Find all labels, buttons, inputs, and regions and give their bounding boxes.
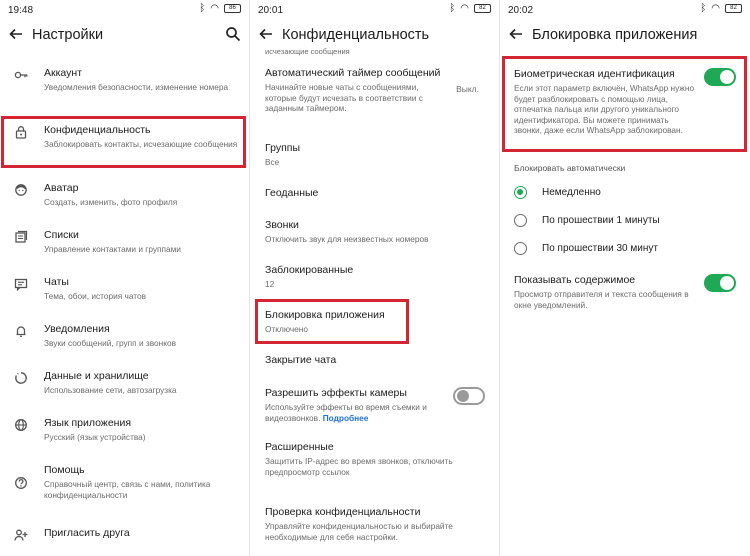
- item-subtitle: Управление контактами и группами: [44, 244, 181, 254]
- item-subtitle: Уведомления безопасности, изменение номера: [44, 82, 229, 92]
- item-title: Закрытие чата: [265, 354, 337, 366]
- settings-screen: [0, 0, 249, 556]
- bell-icon: [14, 324, 28, 338]
- item-title: Геоданные: [265, 187, 319, 199]
- wifi-icon: ◠: [711, 3, 720, 14]
- item-title: Уведомления: [44, 323, 110, 335]
- item-title: Группы: [265, 142, 300, 154]
- camera-effects-toggle[interactable]: [453, 387, 485, 405]
- bluetooth-icon: ᛒ: [700, 3, 707, 14]
- radio-30-minutes[interactable]: [514, 242, 527, 255]
- item-title: Автоматический таймер сообщений: [265, 67, 441, 79]
- advanced-item[interactable]: [250, 441, 499, 477]
- battery-icon: 82: [725, 4, 742, 13]
- settings-item-help[interactable]: [0, 464, 249, 500]
- chat-icon: [14, 277, 28, 291]
- show-content-toggle[interactable]: [704, 274, 736, 292]
- bluetooth-icon: ᛒ: [449, 3, 456, 14]
- back-arrow-icon[interactable]: [8, 26, 24, 42]
- battery-icon: 86: [224, 4, 241, 13]
- item-subtitle: Звуки сообщений, групп и звонков: [44, 338, 176, 348]
- item-subtitle: Просмотр отправителя и текста сообщения в окне уведомлений.: [514, 289, 689, 310]
- storage-icon: [14, 371, 28, 385]
- avatar-icon: [14, 183, 28, 197]
- back-arrow-icon[interactable]: [508, 26, 524, 42]
- item-subtitle: Создать, изменить, фото профиля: [44, 197, 178, 207]
- item-title: Проверка конфиденциальности: [265, 506, 421, 518]
- app-bar: [0, 22, 249, 50]
- settings-item-storage[interactable]: [0, 370, 249, 396]
- app-bar: [500, 22, 750, 50]
- status-bar: [500, 0, 750, 22]
- groups-item[interactable]: [250, 142, 499, 168]
- settings-item-lists[interactable]: [0, 229, 249, 255]
- wifi-icon: ◠: [210, 3, 219, 14]
- settings-item-notifications[interactable]: [0, 323, 249, 349]
- item-title: Данные и хранилище: [44, 370, 149, 382]
- item-subtitle: Тема, обои, история чатов: [44, 291, 147, 301]
- section-label: Блокировать автоматически: [514, 163, 626, 173]
- message-timer-item[interactable]: [250, 67, 499, 114]
- timer-value: Выкл.: [456, 84, 479, 94]
- back-arrow-icon[interactable]: [258, 26, 274, 42]
- page-title: Блокировка приложения: [532, 27, 698, 43]
- search-icon[interactable]: [225, 26, 241, 42]
- status-time: 20:02: [508, 5, 534, 16]
- settings-item-language[interactable]: [0, 417, 249, 443]
- highlight-box: [502, 56, 747, 152]
- item-title: Чаты: [44, 276, 69, 288]
- app-bar: [250, 22, 499, 50]
- item-title: Показывать содержимое: [514, 274, 636, 286]
- radio-label: По прошествии 30 минут: [542, 243, 658, 254]
- lists-icon: [14, 230, 28, 244]
- item-subtitle: Отключить звук для неизвестных номеров: [265, 234, 429, 244]
- item-subtitle: Использование сети, автозагрузка: [44, 385, 177, 395]
- highlight-box: [1, 116, 246, 168]
- highlight-box: [255, 299, 409, 344]
- page-title: Конфиденциальность: [282, 27, 430, 43]
- radio-1-minute[interactable]: [514, 214, 527, 227]
- status-time: 19:48: [8, 5, 34, 16]
- settings-item-account[interactable]: [0, 67, 249, 93]
- item-title: Расширенные: [265, 441, 334, 453]
- toggle-knob: [720, 276, 734, 290]
- status-bar: [0, 0, 249, 22]
- help-icon: [14, 476, 28, 490]
- settings-item-avatar[interactable]: [0, 182, 249, 208]
- item-title: Аватар: [44, 182, 79, 194]
- item-title: Конфиденциальность: [44, 124, 151, 136]
- item-subtitle: Русский (язык устройства): [44, 432, 146, 442]
- globe-icon: [14, 418, 28, 432]
- radio-immediately[interactable]: [514, 186, 527, 199]
- invite-icon: [14, 528, 28, 542]
- item-subtitle: Защитить IP-адрес во время звонков, отключить предпросмотр ссылок: [265, 456, 453, 477]
- item-subtitle: Используйте эффекты во время съемки и видеозвонков.: [265, 402, 427, 423]
- item-subtitle: 12: [265, 279, 275, 289]
- settings-item-invite[interactable]: [0, 527, 249, 540]
- item-title: Списки: [44, 229, 79, 241]
- item-title: Пригласить друга: [44, 527, 130, 539]
- calls-item[interactable]: [250, 219, 499, 245]
- battery-icon: 82: [474, 4, 491, 13]
- settings-item-chats[interactable]: [0, 276, 249, 302]
- item-subtitle: Заблокировать контакты, исчезающие сообщения: [44, 139, 238, 149]
- item-subtitle: Все: [265, 157, 280, 167]
- item-subtitle: Управляйте конфиденциальностью и выбирайте необходимые для себя настройки.: [265, 521, 453, 542]
- item-title: Блокировка приложения: [265, 309, 385, 321]
- cut-off-subtitle: исчезающие сообщения: [265, 47, 350, 56]
- item-title: Помощь: [44, 464, 85, 476]
- item-title: Биометрическая идентификация: [514, 68, 675, 80]
- chat-lock-item[interactable]: [250, 354, 499, 367]
- wifi-icon: ◠: [460, 3, 469, 14]
- status-bar: [250, 0, 499, 22]
- privacy-screen: [250, 0, 499, 556]
- bluetooth-icon: ᛒ: [199, 3, 206, 14]
- radio-label: Немедленно: [542, 187, 601, 198]
- item-subtitle: Справочный центр, связь с нами, политика конфиденциальности: [44, 479, 211, 500]
- page-title: Настройки: [32, 27, 104, 43]
- blocked-item[interactable]: [250, 264, 499, 290]
- privacy-checkup-item[interactable]: [250, 506, 499, 542]
- radio-label: По прошествии 1 минуты: [542, 215, 660, 226]
- item-title: Аккаунт: [44, 67, 83, 79]
- item-subtitle: Начинайте новые чаты с сообщениями, которые будут исчезать в соответствии с заданным таймером.: [265, 82, 423, 113]
- app-lock-screen: [500, 0, 750, 556]
- key-icon: [14, 68, 28, 82]
- geodata-item[interactable]: [250, 187, 499, 200]
- item-title: Разрешить эффекты камеры: [265, 387, 407, 399]
- item-title: Язык приложения: [44, 417, 132, 429]
- item-subtitle: Если этот параметр включён, WhatsApp нужно будет разблокировать с помощью лица, отпечатка пальца или другого уникального идентификатора. Вы можете принимать звонки, даже если WhatsApp заблокирован.: [514, 83, 695, 135]
- status-time: 20:01: [258, 5, 284, 16]
- item-subtitle: Отключено: [265, 324, 308, 334]
- toggle-knob: [457, 390, 469, 402]
- learn-more-link[interactable]: Подробнее: [322, 412, 369, 423]
- item-title: Заблокированные: [265, 264, 354, 276]
- item-title: Звонки: [265, 219, 299, 231]
